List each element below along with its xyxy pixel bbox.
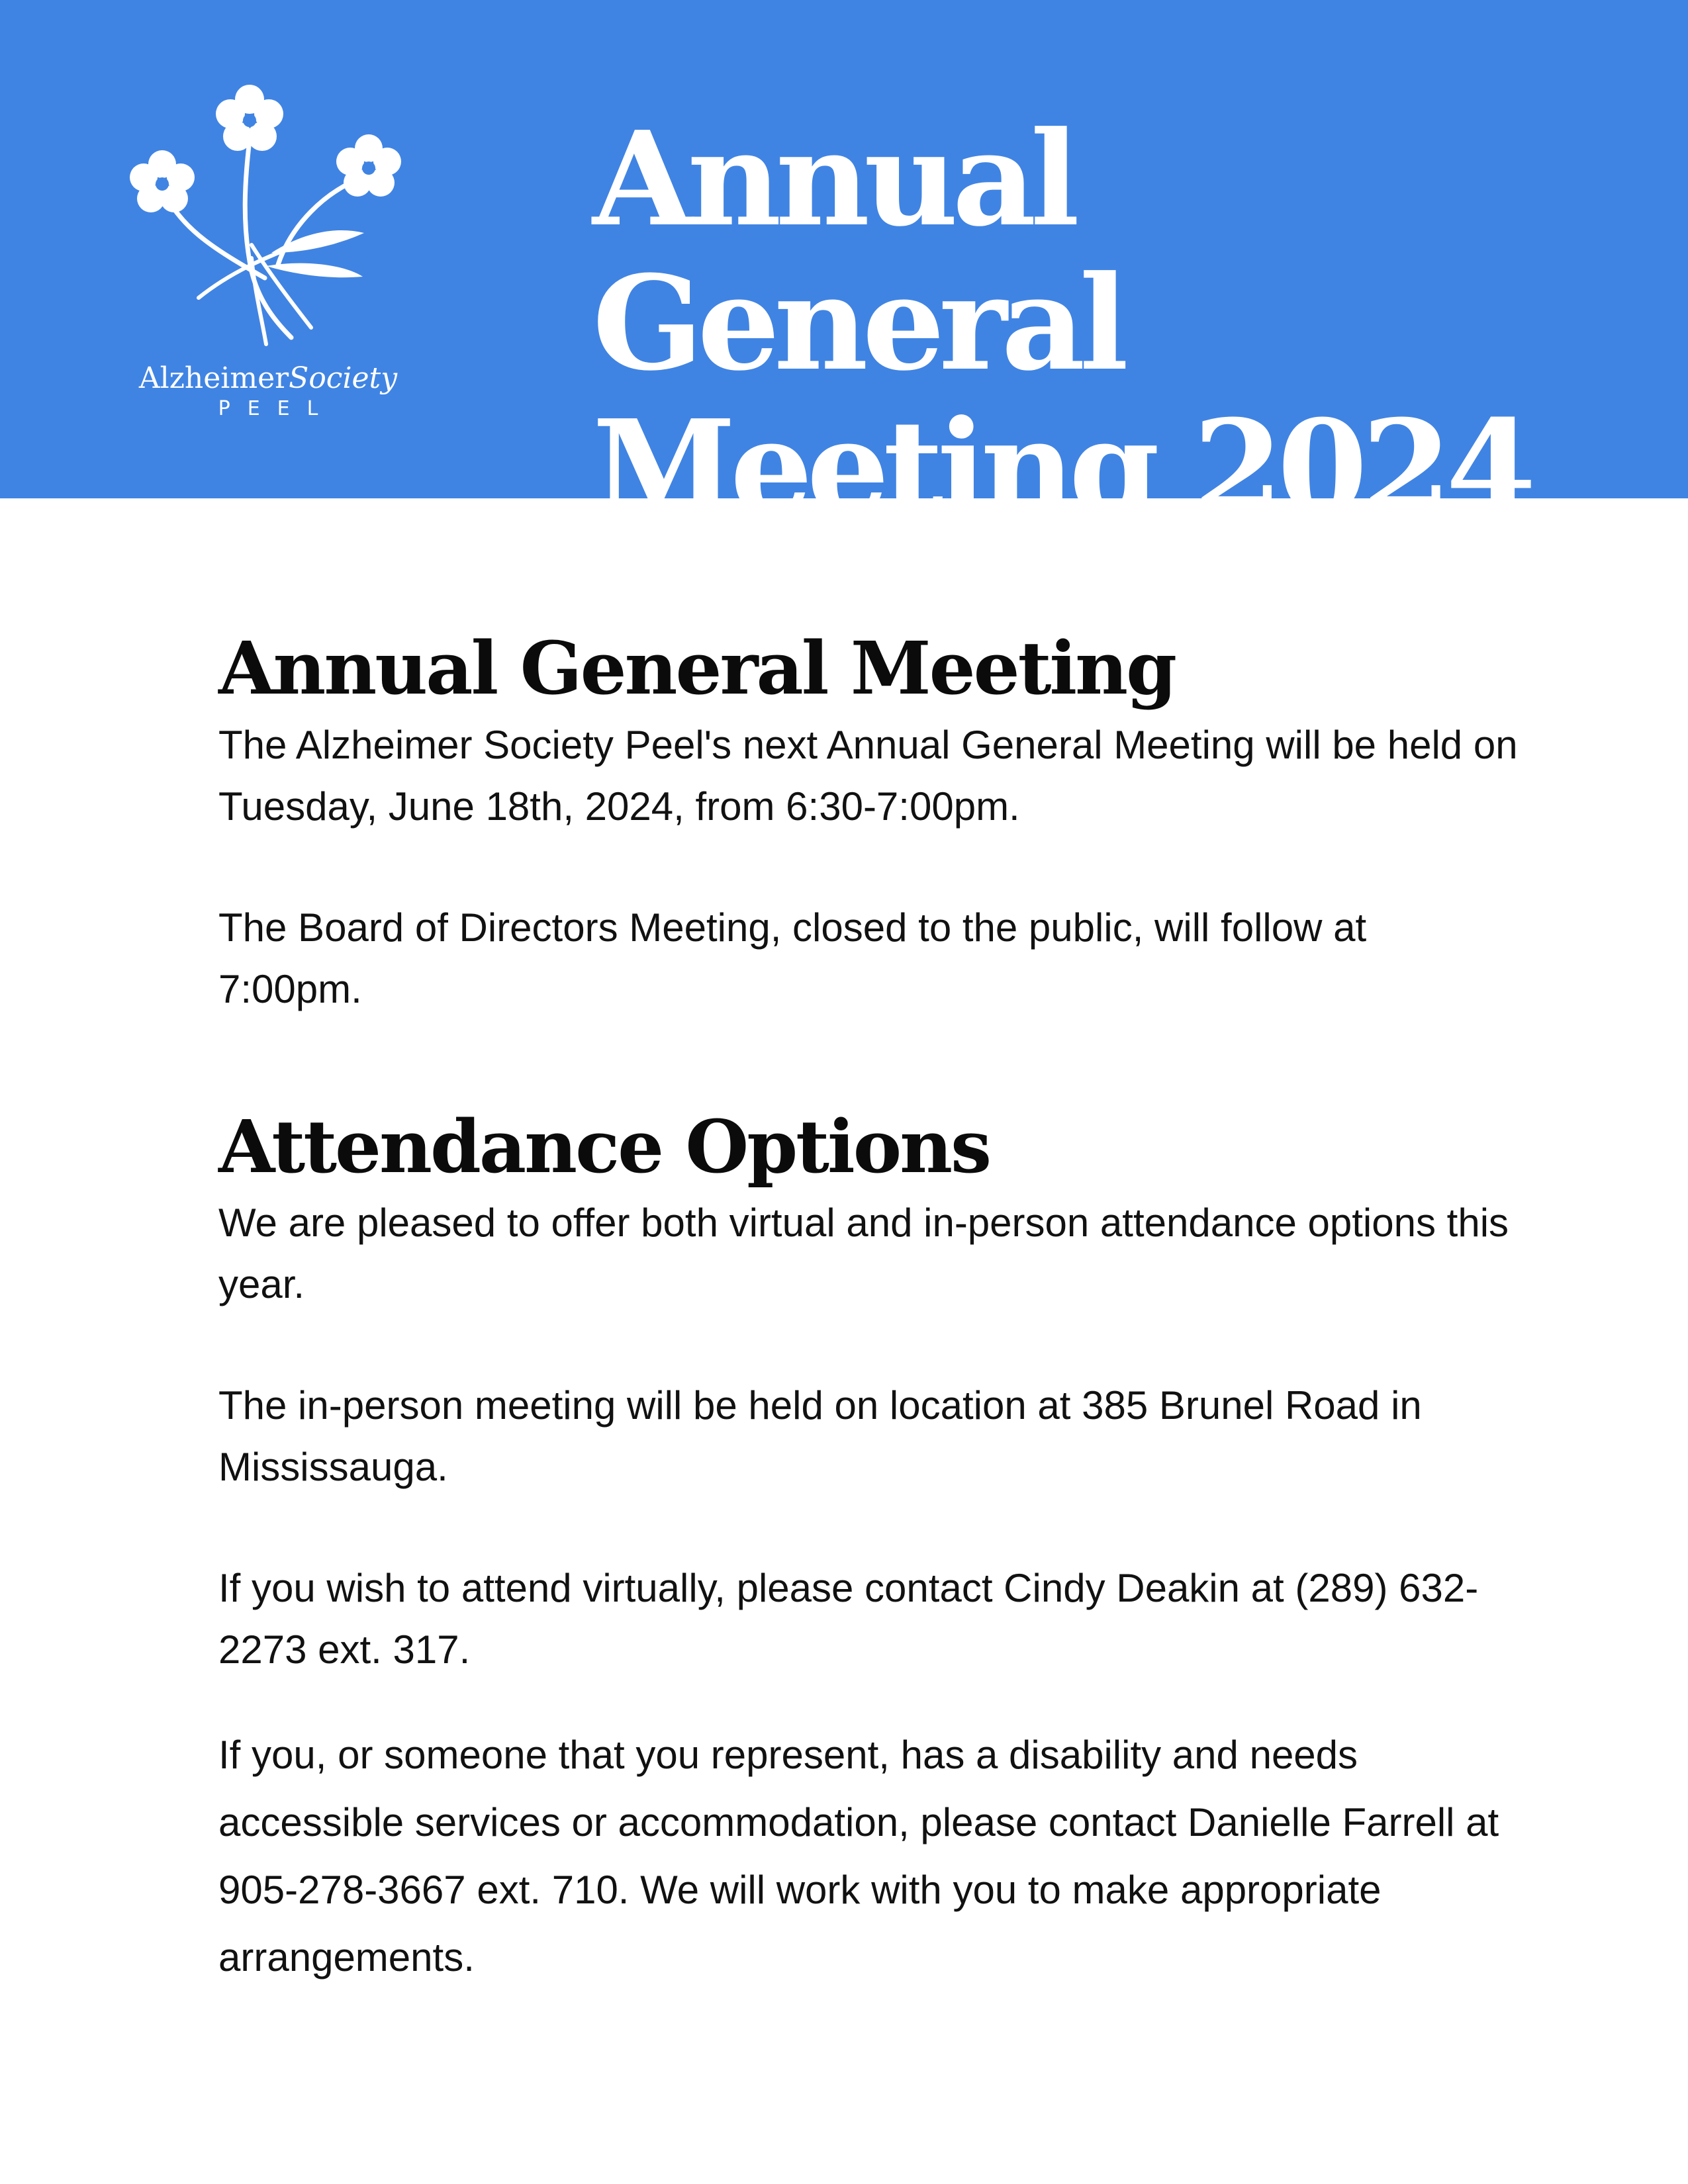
logo-name-italic: Society [289, 361, 398, 395]
page-title-line-1: Annual General [592, 103, 1123, 400]
page-title [592, 103, 1625, 544]
paragraph-virtual-contact: If you wish to attend virtually, please contact Cindy Deakin at (289) 632-2273 ext. 317. [218, 1566, 1479, 1672]
logo-name-text: Alzheimer [138, 361, 289, 395]
page-title-line-2: Meeting 2024 [592, 392, 1530, 544]
header-banner [0, 0, 1688, 544]
alzheimer-society-peel-logo [113, 79, 424, 424]
paragraph-accessibility-contact: If you, or someone that you represent, has a disability and needs accessible services or accommodation, please contact Danielle Farrell at 905-278-3667 ext. 710. We will work with you to make appropriate arrangements. [218, 1733, 1499, 1979]
paragraph-attendance-intro: We are pleased to offer both virtual and in-person attendance options this year. [218, 1201, 1509, 1306]
section-attendance-options [218, 1101, 1542, 1991]
paragraph-in-person-location: The in-person meeting will be held on location at 385 Brunel Road in Mississauga. [218, 1383, 1422, 1489]
paragraph-board-meeting: The Board of Directors Meeting, closed to the public, will follow at 7:00pm. [218, 905, 1367, 1011]
main-content [218, 622, 1542, 1991]
section-annual-general-meeting [218, 622, 1542, 1020]
logo-subtitle: PEEL [218, 397, 336, 420]
section-heading: Attendance Options [218, 1104, 990, 1189]
forget-me-not-flowers-icon [113, 79, 424, 357]
logo-wordmark [113, 359, 424, 398]
section-heading: Annual General Meeting [218, 625, 1176, 711]
paragraph-meeting-date: The Alzheimer Society Peel's next Annual General Meeting will be held on Tuesday, June 18th, 2024, from 6:30-7:00pm. [218, 723, 1518, 829]
